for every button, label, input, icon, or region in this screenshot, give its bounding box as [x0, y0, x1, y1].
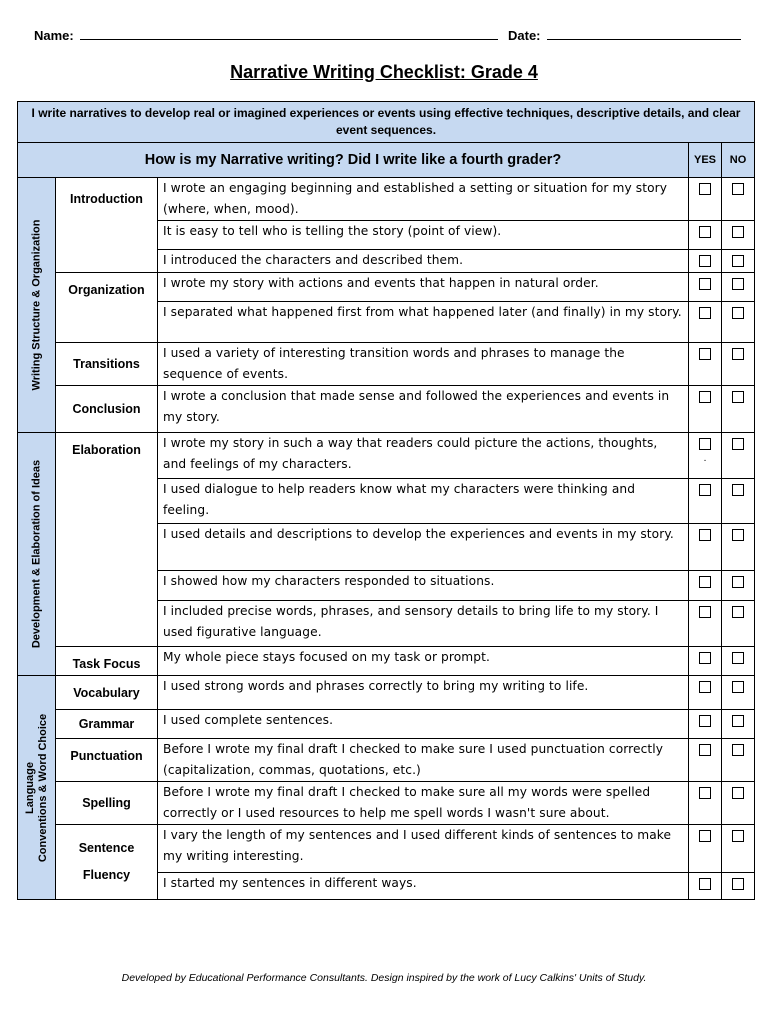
checkbox-icon[interactable] — [699, 878, 711, 890]
checkbox-icon[interactable] — [699, 715, 711, 727]
subcategory-vocabulary: Vocabulary — [56, 676, 158, 710]
checkbox-icon[interactable] — [699, 484, 711, 496]
checkbox-icon[interactable] — [732, 652, 744, 664]
checkbox-icon[interactable] — [699, 391, 711, 403]
checkbox-icon[interactable] — [699, 744, 711, 756]
checkbox-icon[interactable] — [732, 391, 744, 403]
checklist-item: I wrote my story with actions and events that happen in natural order. — [158, 273, 689, 302]
category-language — [18, 676, 56, 900]
checklist-item: I introduced the characters and described them. — [158, 250, 689, 273]
checkbox-icon[interactable] — [699, 278, 711, 290]
checkbox-icon[interactable] — [732, 438, 744, 450]
checklist-table — [17, 101, 755, 900]
intro-text: I write narratives to develop real or imagined experiences or events using effective techniques, descriptive details, and clear event sequences. — [18, 102, 755, 143]
name-label: Name: — [34, 28, 74, 43]
category-structure: Writing Structure & Organization — [18, 178, 56, 433]
footer-credit: Developed by Educational Performance Consultants. Design inspired by the work of Lucy Calkins' Units of Study. — [121, 972, 647, 984]
checklist-item: I vary the length of my sentences and I used different kinds of sentences to make my writing interesting. — [158, 825, 689, 873]
checklist-row — [18, 433, 755, 479]
checkbox-icon[interactable] — [732, 484, 744, 496]
checklist-item: I showed how my characters responded to situations. — [158, 571, 689, 601]
checklist-item: My whole piece stays focused on my task or prompt. — [158, 647, 689, 676]
checkbox-icon[interactable] — [732, 183, 744, 195]
checkbox-icon[interactable] — [699, 348, 711, 360]
checkbox-icon[interactable] — [732, 744, 744, 756]
question-row — [18, 143, 755, 178]
subcategory-introduction: Introduction — [56, 178, 158, 273]
checklist-row — [18, 710, 755, 739]
date-field[interactable] — [547, 29, 741, 40]
checkbox-icon[interactable] — [699, 787, 711, 799]
checkbox-icon[interactable] — [699, 438, 711, 450]
checklist-item: I wrote a conclusion that made sense and followed the experiences and events in my story. — [158, 386, 689, 433]
checklist-item: I wrote an engaging beginning and established a setting or situation for my story (where, when, mood). — [158, 178, 689, 221]
checkbox-icon[interactable] — [699, 830, 711, 842]
checklist-row — [18, 178, 755, 221]
name-date-line — [34, 28, 741, 43]
checkbox-icon[interactable] — [699, 652, 711, 664]
checklist-item: I started my sentences in different ways. — [158, 873, 689, 900]
checklist-item: I included precise words, phrases, and sensory details to bring life to my story. I used figurative language. — [158, 601, 689, 647]
checklist-item: Before I wrote my final draft I checked to make sure I used punctuation correctly (capitalization, commas, quotations, etc.) — [158, 739, 689, 782]
checkbox-icon[interactable] — [699, 529, 711, 541]
stray-mark: . — [703, 453, 707, 464]
subcategory-organization: Organization — [56, 273, 158, 343]
intro-row — [18, 102, 755, 143]
checkbox-icon[interactable] — [732, 255, 744, 267]
checkbox-icon[interactable] — [732, 307, 744, 319]
page-title: Narrative Writing Checklist: Grade 4 — [230, 62, 538, 82]
checkbox-icon[interactable] — [732, 606, 744, 618]
checklist-item: It is easy to tell who is telling the story (point of view). — [158, 221, 689, 250]
subcategory-task-focus: Task Focus — [56, 647, 158, 676]
sentence-label: Sentence — [78, 841, 135, 855]
checkbox-icon[interactable] — [732, 878, 744, 890]
checkbox-icon[interactable] — [699, 226, 711, 238]
category-language-line1: Language — [23, 761, 36, 814]
subcategory-conclusion: Conclusion — [56, 386, 158, 433]
checkbox-icon[interactable] — [732, 576, 744, 588]
subcategory-elaboration: Elaboration — [56, 433, 158, 647]
checkbox-icon[interactable] — [732, 278, 744, 290]
yes-column-header: YES — [689, 143, 722, 178]
checkbox-icon[interactable] — [732, 830, 744, 842]
checklist-item: Before I wrote my final draft I checked to make sure all my words were spelled correctly or I used resources to help me spell words I wasn't sure about. — [158, 782, 689, 825]
subcategory-grammar: Grammar — [56, 710, 158, 739]
checklist-item: I separated what happened first from what happened later (and finally) in my story. — [158, 302, 689, 343]
fluency-label: Fluency — [82, 868, 131, 882]
subcategory-spelling: Spelling — [56, 782, 158, 825]
checklist-row — [18, 386, 755, 433]
checkbox-icon[interactable] — [699, 183, 711, 195]
checkbox-icon[interactable] — [699, 681, 711, 693]
checklist-row — [18, 676, 755, 710]
date-label: Date: — [508, 28, 541, 43]
checkbox-icon[interactable] — [699, 576, 711, 588]
checkbox-icon[interactable] — [732, 681, 744, 693]
no-column-header: NO — [722, 143, 755, 178]
subcategory-punctuation: Punctuation — [56, 739, 158, 782]
checkbox-icon[interactable] — [732, 348, 744, 360]
checkbox-icon[interactable] — [732, 529, 744, 541]
checklist-row — [18, 647, 755, 676]
checklist-row — [18, 739, 755, 782]
category-development: Development & Elaboration of Ideas — [18, 433, 56, 676]
checklist-row — [18, 273, 755, 302]
checklist-item: I used dialogue to help readers know what my characters were thinking and feeling. — [158, 479, 689, 524]
checkbox-icon[interactable] — [732, 715, 744, 727]
subcategory-transitions: Transitions — [56, 343, 158, 386]
checklist-item: I used strong words and phrases correctly to bring my writing to life. — [158, 676, 689, 710]
checklist-row — [18, 825, 755, 873]
checklist-item: I wrote my story in such a way that readers could picture the actions, thoughts, and feelings of my characters. — [158, 433, 689, 479]
checkbox-icon[interactable] — [699, 606, 711, 618]
checkbox-icon[interactable] — [732, 226, 744, 238]
name-field[interactable] — [80, 29, 498, 40]
category-language-line2: Conventions & Word Choice — [36, 713, 49, 862]
checkbox-icon[interactable] — [699, 307, 711, 319]
question-heading: How is my Narrative writing? Did I write like a fourth grader? — [18, 143, 689, 178]
checkbox-icon[interactable] — [732, 787, 744, 799]
subcategory-sentence-fluency — [56, 825, 158, 900]
checklist-item: I used details and descriptions to develop the experiences and events in my story. — [158, 524, 689, 571]
checklist-item: I used complete sentences. — [158, 710, 689, 739]
checklist-row — [18, 343, 755, 386]
checklist-item: I used a variety of interesting transition words and phrases to manage the sequence of events. — [158, 343, 689, 386]
checkbox-icon[interactable] — [699, 255, 711, 267]
checklist-row — [18, 782, 755, 825]
